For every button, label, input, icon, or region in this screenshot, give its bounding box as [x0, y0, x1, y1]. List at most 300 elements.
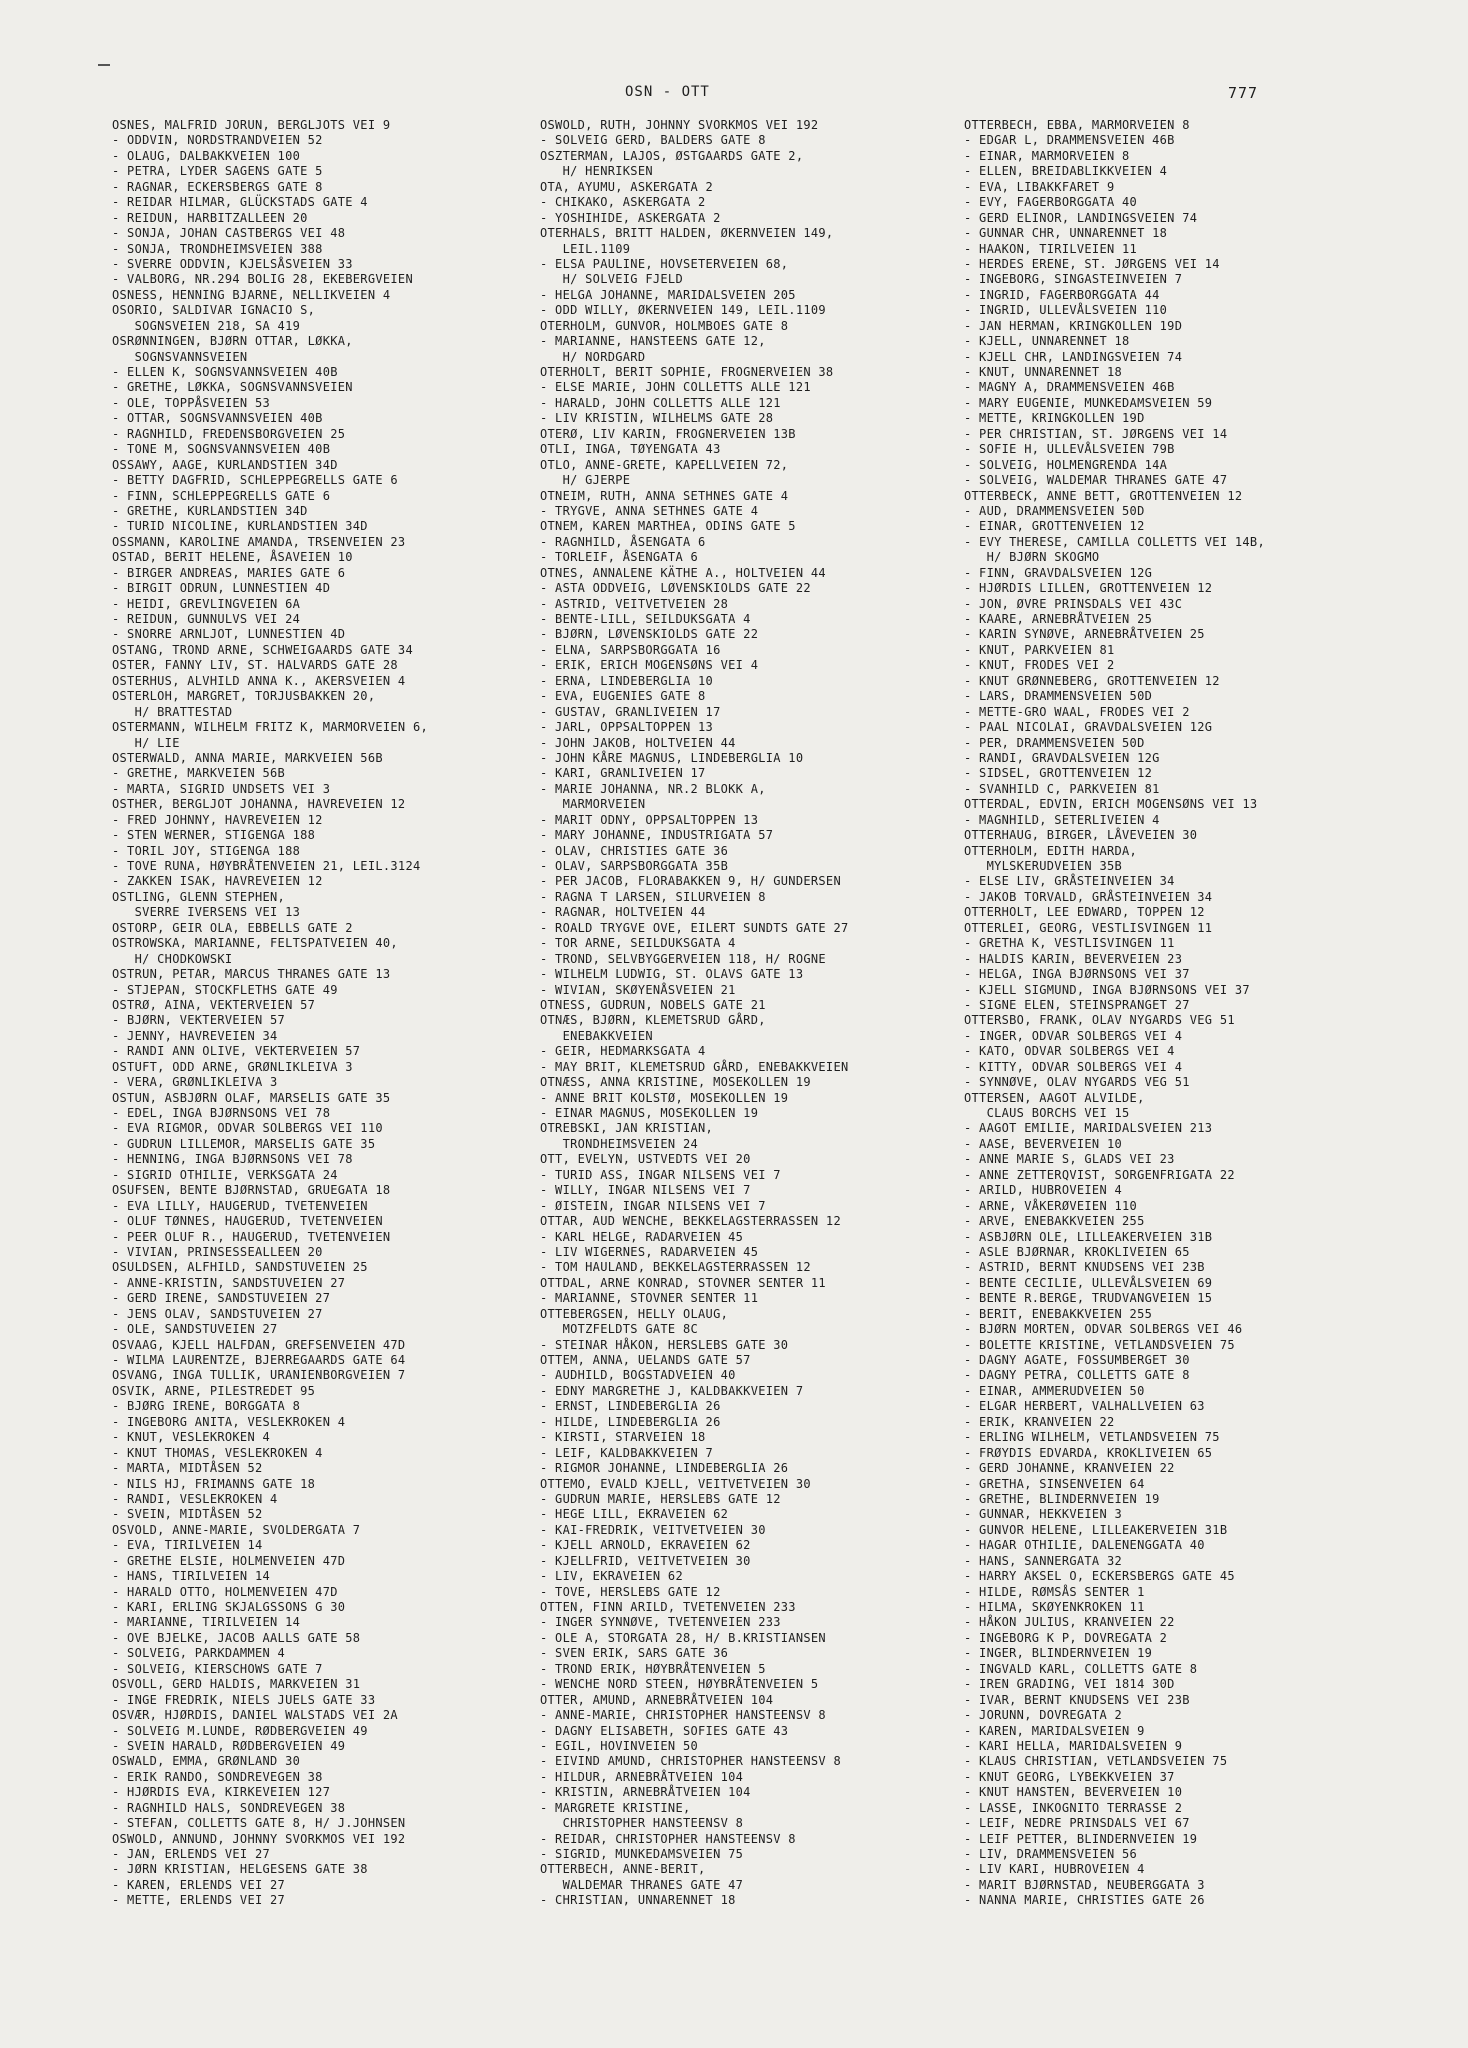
directory-entry: - LIV WIGERNES, RADARVEIEN 45 — [540, 1244, 759, 1259]
directory-entry: - GUSTAV, GRANLIVEIEN 17 — [540, 704, 721, 719]
directory-entry: OSTHER, BERGLJOT JOHANNA, HAVREVEIEN 12 — [112, 797, 406, 812]
directory-entry: - MARTA, SIGRID UNDSETS VEI 3 — [112, 781, 331, 796]
directory-entry: - AUD, DRAMMENSVEIEN 50D — [964, 503, 1145, 518]
directory-entry: - EVY, FAGERBORGGATA 40 — [964, 195, 1138, 210]
directory-entry: - INGRID, ULLEVÅLSVEIEN 110 — [964, 303, 1168, 318]
directory-entry: H/ CHODKOWSKI — [112, 951, 233, 966]
directory-entry: - JAN HERMAN, KRINGKOLLEN 19D — [964, 318, 1183, 333]
directory-entry: - LIV KRISTIN, WILHELMS GATE 28 — [540, 411, 774, 426]
directory-entry: OTTERBECH, EBBA, MARMORVEIEN 8 — [964, 118, 1190, 132]
directory-entry: - STEFAN, COLLETTS GATE 8, H/ J.JOHNSEN — [112, 1816, 406, 1831]
directory-entry: - OVE BJELKE, JACOB AALLS GATE 58 — [112, 1630, 361, 1645]
directory-entry: - GRETHE, LØKKA, SOGNSVANNSVEIEN — [112, 380, 353, 395]
directory-entry: - HENNING, INGA BJØRNSONS VEI 78 — [112, 1152, 353, 1167]
directory-entry: - IREN GRADING, VEI 1814 30D — [964, 1677, 1175, 1692]
directory-entry: - SOFIE H, ULLEVÅLSVEIEN 79B — [964, 442, 1175, 457]
directory-entry: OTTEM, ANNA, UELANDS GATE 57 — [540, 1353, 751, 1367]
directory-entry: OTERHOLT, BERIT SOPHIE, FROGNERVEIEN 38 — [540, 365, 834, 379]
directory-entry: OTTERSBO, FRANK, OLAV NYGARDS VEG 51 — [964, 1013, 1235, 1028]
directory-entry: - EVA, EUGENIES GATE 8 — [540, 689, 706, 704]
directory-entry: - EINAR MAGNUS, MOSEKOLLEN 19 — [540, 1106, 759, 1120]
directory-entry: H/ GJERPE — [540, 473, 631, 488]
directory-entry: - AASE, BEVERVEIEN 10 — [964, 1136, 1123, 1151]
directory-entry: - PER, DRAMMENSVEIEN 50D — [964, 735, 1145, 750]
directory-entry: - HARALD, JOHN COLLETTS ALLE 121 — [540, 395, 781, 410]
directory-entry: - TROND, SELVBYGGERVEIEN 118, H/ ROGNE — [540, 951, 826, 966]
directory-entry: - TORLEIF, ÅSENGATA 6 — [540, 550, 699, 565]
directory-entry: - METTE-GRO WAAL, FRODES VEI 2 — [964, 704, 1190, 719]
directory-entry: - METTE, KRINGKOLLEN 19D — [964, 411, 1145, 426]
directory-entry: - MARIT ODNY, OPPSALTOPPEN 13 — [540, 812, 759, 827]
directory-entry: OSTUN, ASBJØRN OLAF, MARSELIS GATE 35 — [112, 1090, 391, 1105]
directory-entry: OTTEMO, EVALD KJELL, VEITVETVEIEN 30 — [540, 1476, 811, 1491]
directory-entry: OTTERSEN, AAGOT ALVILDE, — [964, 1090, 1145, 1105]
directory-entry: OSTERMANN, WILHELM FRITZ K, MARMORVEIEN 6, — [112, 720, 429, 735]
directory-entry: - KNUT, VESLEKROKEN 4 — [112, 1430, 271, 1445]
directory-entry: OSVANG, INGA TULLIK, URANIENBORGVEIEN 7 — [112, 1368, 406, 1383]
directory-entry: - RIGMOR JOHANNE, LINDEBERGLIA 26 — [540, 1461, 789, 1476]
directory-entry: OTTERBECH, ANNE-BERIT, — [540, 1862, 706, 1877]
directory-entry: - BENTE R.BERGE, TRUDVANGVEIEN 15 — [964, 1291, 1213, 1306]
directory-entry: - SVERRE ODDVIN, KJELSÅSVEIEN 33 — [112, 256, 353, 271]
directory-entry: - SOLVEIG, HOLMENGRENDA 14A — [964, 457, 1168, 472]
directory-entry: OSRØNNINGEN, BJØRN OTTAR, LØKKA, — [112, 334, 353, 349]
directory-entry: ENEBAKKVEIEN — [540, 1028, 653, 1043]
directory-entry: - TRYGVE, ANNA SETHNES GATE 4 — [540, 503, 759, 518]
directory-entry: - ØISTEIN, INGAR NILSENS VEI 7 — [540, 1198, 766, 1213]
directory-entry: - ELSE MARIE, JOHN COLLETTS ALLE 121 — [540, 380, 811, 395]
directory-entry: - MARGRETE KRISTINE, — [540, 1800, 691, 1815]
directory-entry: MYLSKERUDVEIEN 35B — [964, 859, 1123, 873]
directory-entry: - VALBORG, NR.294 BOLIG 28, EKEBERGVEIEN — [112, 272, 413, 287]
directory-entry: - LASSE, INKOGNITO TERRASSE 2 — [964, 1800, 1183, 1815]
directory-entry: OTNES, ANNALENE KÄTHE A., HOLTVEIEN 44 — [540, 565, 826, 580]
directory-entry: - KARI, GRANLIVEIEN 17 — [540, 766, 706, 781]
directory-entry: - JOHN KÅRE MAGNUS, LINDEBERGLIA 10 — [540, 750, 804, 765]
directory-entry: - BERIT, ENEBAKKVEIEN 255 — [964, 1306, 1153, 1321]
directory-entry: - ERIK, KRANVEIEN 22 — [964, 1414, 1115, 1429]
directory-entry: - BENTE-LILL, SEILDUKSGATA 4 — [540, 612, 751, 626]
directory-entry: - LEIF, NEDRE PRINSDALS VEI 67 — [964, 1816, 1190, 1831]
directory-entry: - EINAR, AMMERUDVEIEN 50 — [964, 1383, 1145, 1398]
directory-entry: - ELLEN, BREIDABLIKKVEIEN 4 — [964, 164, 1168, 179]
directory-entry: OTTERDAL, EDVIN, ERICH MOGENSØNS VEI 13 — [964, 797, 1258, 812]
directory-entry: - BENTE CECILIE, ULLEVÅLSVEIEN 69 — [964, 1275, 1213, 1290]
directory-entry: - ANNE MARIE S, GLADS VEI 23 — [964, 1152, 1175, 1167]
directory-entry: - RANDI, GRAVDALSVEIEN 12G — [964, 750, 1160, 765]
directory-entry: - KNUT, UNNARENNET 18 — [964, 365, 1123, 379]
directory-entry: - TOM HAULAND, BEKKELAGSTERRASSEN 12 — [540, 1260, 811, 1275]
directory-entry: - INGER SYNNØVE, TVETENVEIEN 233 — [540, 1615, 781, 1630]
directory-entry: - HELGA, INGA BJØRNSONS VEI 37 — [964, 967, 1190, 982]
directory-entry: - TONE M, SOGNSVANNSVEIEN 40B — [112, 442, 331, 457]
directory-entry: - BOLETTE KRISTINE, VETLANDSVEIEN 75 — [964, 1337, 1235, 1352]
directory-entry: - HILDE, LINDEBERGLIA 26 — [540, 1414, 721, 1429]
directory-entry: - TOVE RUNA, HØYBRÅTENVEIEN 21, LEIL.3124 — [112, 859, 421, 873]
directory-entry: - KNUT GRØNNEBERG, GROTTENVEIEN 12 — [964, 673, 1220, 688]
directory-entry: - INGER, BLINDERNVEIEN 19 — [964, 1646, 1153, 1661]
directory-entry: - KJELL SIGMUND, INGA BJØRNSONS VEI 37 — [964, 982, 1250, 997]
directory-entry: - INGEBORG K P, DOVREGATA 2 — [964, 1630, 1168, 1645]
directory-entry: - KJELL, UNNARENNET 18 — [964, 334, 1130, 349]
directory-entry: - KNUT, PARKVEIEN 81 — [964, 642, 1115, 657]
directory-entry: OTTERHOLT, LEE EDWARD, TOPPEN 12 — [964, 905, 1205, 920]
directory-entry: - HILDUR, ARNEBRÅTVEIEN 104 — [540, 1769, 744, 1784]
directory-entry: OSTRØ, AINA, VEKTERVEIEN 57 — [112, 997, 316, 1012]
corner-mark — [98, 64, 110, 66]
directory-entry: - MARTA, MIDTÅSEN 52 — [112, 1461, 263, 1476]
directory-entry: - CHIKAKO, ASKERGATA 2 — [540, 195, 706, 210]
directory-entry: - HAAKON, TIRILVEIEN 11 — [964, 241, 1138, 256]
directory-entry: - ANNE BRIT KOLSTØ, MOSEKOLLEN 19 — [540, 1090, 789, 1105]
directory-entry: OTTERLEI, GEORG, VESTLISVINGEN 11 — [964, 920, 1213, 935]
directory-entry: - KJELL CHR, LANDINGSVEIEN 74 — [964, 349, 1183, 364]
directory-entry: OTNESS, GUDRUN, NOBELS GATE 21 — [540, 997, 766, 1012]
directory-entry: - KNUT THOMAS, VESLEKROKEN 4 — [112, 1445, 323, 1460]
directory-entry: - PER CHRISTIAN, ST. JØRGENS VEI 14 — [964, 426, 1228, 441]
directory-entry: - RAGNHILD, ÅSENGATA 6 — [540, 534, 706, 549]
directory-entry: - HALDIS KARIN, BEVERVEIEN 23 — [964, 951, 1183, 966]
directory-entry: - SIGNE ELEN, STEINSPRANGET 27 — [964, 997, 1190, 1012]
directory-entry: WALDEMAR THRANES GATE 47 — [540, 1877, 744, 1892]
directory-entry: - ARNE, VÅKERØVEIEN 110 — [964, 1198, 1138, 1213]
directory-entry: - ARVE, ENEBAKKVEIEN 255 — [964, 1214, 1145, 1229]
directory-entry: - BJØRN, VEKTERVEIEN 57 — [112, 1013, 286, 1028]
directory-entry: H/ NORDGARD — [540, 349, 646, 364]
directory-entry: - FINN, GRAVDALSVEIEN 12G — [964, 565, 1153, 580]
directory-entry: - JØRN KRISTIAN, HELGESENS GATE 38 — [112, 1862, 368, 1877]
directory-entry: - SIGRID, MUNKEDAMSVEIEN 75 — [540, 1847, 744, 1861]
directory-entry: OSTER, FANNY LIV, ST. HALVARDS GATE 28 — [112, 658, 398, 673]
directory-entry: - ASTRID, BERNT KNUDSENS VEI 23B — [964, 1260, 1205, 1275]
directory-entry: - JON, ØVRE PRINSDALS VEI 43C — [964, 596, 1183, 611]
directory-entry: - REIDUN, GUNNULVS VEI 24 — [112, 612, 301, 626]
directory-entry: - MARY JOHANNE, INDUSTRIGATA 57 — [540, 828, 774, 843]
directory-entry: SOGNSVEIEN 218, SA 419 — [112, 318, 301, 333]
directory-entry: OTTER, AMUND, ARNEBRÅTVEIEN 104 — [540, 1692, 774, 1707]
directory-entry: - SVEIN, MIDTÅSEN 52 — [112, 1507, 263, 1522]
directory-entry: - BJØRG IRENE, BORGGATA 8 — [112, 1399, 301, 1414]
directory-entry: - ERIK, ERICH MOGENSØNS VEI 4 — [540, 658, 759, 673]
directory-entry: - ANNE ZETTERQVIST, SORGENFRIGATA 22 — [964, 1167, 1235, 1182]
directory-entry: - INGEBORG, SINGASTEINVEIEN 7 — [964, 272, 1183, 287]
directory-entry: - HEGE LILL, EKRAVEIEN 62 — [540, 1507, 729, 1522]
directory-entry: - SIGRID OTHILIE, VERKSGATA 24 — [112, 1167, 338, 1182]
directory-entry: OTTERBECK, ANNE BETT, GROTTENVEIEN 12 — [964, 488, 1243, 503]
directory-entry: - RAGNAR, ECKERSBERGS GATE 8 — [112, 179, 323, 194]
directory-entry: - KAI-FREDRIK, VEITVETVEIEN 30 — [540, 1522, 766, 1537]
directory-entry: - ASLE BJØRNAR, KROKLIVEIEN 65 — [964, 1244, 1190, 1259]
directory-entry: - SOLVEIG, PARKDAMMEN 4 — [112, 1646, 286, 1661]
directory-entry: OSORIO, SALDIVAR IGNACIO S, — [112, 303, 316, 318]
directory-entry: - NANNA MARIE, CHRISTIES GATE 26 — [964, 1893, 1205, 1908]
directory-entry: - ERLING WILHELM, VETLANDSVEIEN 75 — [964, 1430, 1220, 1445]
directory-entry: - PEER OLUF R., HAUGERUD, TVETENVEIEN — [112, 1229, 391, 1244]
directory-entry: - REIDAR, CHRISTOPHER HANSTEENSV 8 — [540, 1831, 796, 1846]
page-title: OSN - OTT — [625, 84, 710, 100]
directory-entry: OSVOLL, GERD HALDIS, MARKVEIEN 31 — [112, 1677, 361, 1692]
directory-entry: - RANDI ANN OLIVE, VEKTERVEIEN 57 — [112, 1044, 361, 1059]
directory-entry: OSTLING, GLENN STEPHEN, — [112, 889, 286, 904]
directory-entry: - HJØRDIS EVA, KIRKEVEIEN 127 — [112, 1785, 331, 1800]
directory-entry: - SONJA, JOHAN CASTBERGS VEI 48 — [112, 226, 346, 241]
directory-entry: - NILS HJ, FRIMANNS GATE 18 — [112, 1476, 316, 1491]
directory-entry: - INGVALD KARL, COLLETTS GATE 8 — [964, 1661, 1198, 1676]
directory-entry: OTNÆSS, ANNA KRISTINE, MOSEKOLLEN 19 — [540, 1075, 811, 1090]
directory-entry: - EINAR, GROTTENVEIEN 12 — [964, 519, 1145, 534]
directory-entry: - WENCHE NORD STEEN, HØYBRÅTENVEIEN 5 — [540, 1677, 819, 1692]
directory-entry: - HJØRDIS LILLEN, GROTTENVEIEN 12 — [964, 581, 1213, 596]
directory-entry: - HILDE, RØMSÅS SENTER 1 — [964, 1584, 1145, 1599]
directory-entry: - REIDAR HILMAR, GLÜCKSTADS GATE 4 — [112, 195, 368, 210]
directory-entry: - KNUT GEORG, LYBEKKVEIEN 37 — [964, 1769, 1175, 1784]
directory-entry: OTTERHAUG, BIRGER, LÅVEVEIEN 30 — [964, 828, 1198, 843]
directory-entry: - JARL, OPPSALTOPPEN 13 — [540, 720, 714, 735]
directory-entry: OTTERHOLM, EDITH HARDA, — [964, 843, 1138, 858]
directory-entry: - KNUT HANSTEN, BEVERVEIEN 10 — [964, 1785, 1183, 1800]
directory-entry: - LARS, DRAMMENSVEIEN 50D — [964, 689, 1153, 704]
directory-entry: - EGIL, HOVINVEIEN 50 — [540, 1738, 699, 1753]
directory-entry: - LIV, DRAMMENSVEIEN 56 — [964, 1847, 1138, 1861]
directory-entry: H/ HENRIKSEN — [540, 164, 653, 179]
directory-entry: OSZTERMAN, LAJOS, ØSTGAARDS GATE 2, — [540, 148, 804, 163]
directory-entry: H/ SOLVEIG FJELD — [540, 272, 683, 287]
directory-entry: - ELGAR HERBERT, VALHALLVEIEN 63 — [964, 1399, 1205, 1414]
directory-entry: OSVIK, ARNE, PILESTREDET 95 — [112, 1383, 316, 1398]
directory-entry: - KARIN SYNØVE, ARNEBRÅTVEIEN 25 — [964, 627, 1205, 642]
directory-entry: - INGE FREDRIK, NIELS JUELS GATE 33 — [112, 1692, 376, 1707]
directory-entry: - INGER, ODVAR SOLBERGS VEI 4 — [964, 1028, 1183, 1043]
directory-entry: - EVA RIGMOR, ODVAR SOLBERGS VEI 110 — [112, 1121, 383, 1136]
page-number: 777 — [1228, 84, 1259, 102]
directory-entry: OTA, AYUMU, ASKERGATA 2 — [540, 179, 714, 194]
directory-entry: - ASTA ODDVEIG, LØVENSKIOLDS GATE 22 — [540, 581, 811, 596]
directory-entry: OTREBSKI, JAN KRISTIAN, — [540, 1121, 714, 1136]
directory-entry: - SOLVEIG, KIERSCHOWS GATE 7 — [112, 1661, 323, 1676]
directory-entry: OSTERWALD, ANNA MARIE, MARKVEIEN 56B — [112, 750, 383, 765]
directory-entry: - GRETHE, BLINDERNVEIEN 19 — [964, 1491, 1160, 1506]
page-header — [0, 84, 1468, 108]
directory-entry: - METTE, ERLENDS VEI 27 — [112, 1893, 286, 1908]
column-1 — [112, 118, 428, 1909]
directory-entry: OTERØ, LIV KARIN, FROGNERVEIEN 13B — [540, 426, 796, 441]
directory-entry: OSWOLD, ANNUND, JOHNNY SVORKMOS VEI 192 — [112, 1831, 406, 1846]
directory-entry: - ERIK RANDO, SONDREVEGEN 38 — [112, 1769, 323, 1784]
directory-entry: - SNORRE ARNLJOT, LUNNESTIEN 4D — [112, 627, 346, 642]
directory-entry: - REIDUN, HARBITZALLEEN 20 — [112, 210, 308, 225]
directory-entry: - ERNST, LINDEBERGLIA 26 — [540, 1399, 721, 1414]
directory-entry: - KARI, ERLING SKJALGSSONS G 30 — [112, 1600, 346, 1614]
directory-entry: - WIVIAN, SKØYENÅSVEIEN 21 — [540, 982, 736, 997]
directory-entry: OSSAWY, AAGE, KURLANDSTIEN 34D — [112, 457, 338, 472]
directory-entry: - JOHN JAKOB, HOLTVEIEN 44 — [540, 735, 736, 750]
directory-entry: - GUNVOR HELENE, LILLEAKERVEIEN 31B — [964, 1522, 1228, 1537]
directory-entry: - KJELLFRID, VEITVETVEIEN 30 — [540, 1553, 751, 1568]
directory-entry: OTNÆS, BJØRN, KLEMETSRUD GÅRD, — [540, 1013, 766, 1028]
directory-entry: CLAUS BORCHS VEI 15 — [964, 1106, 1130, 1120]
directory-entry: - HARRY AKSEL O, ECKERSBERGS GATE 45 — [964, 1569, 1235, 1584]
directory-entry: - JORUNN, DOVREGATA 2 — [964, 1708, 1123, 1723]
directory-entry: - JENNY, HAVREVEIEN 34 — [112, 1028, 278, 1043]
directory-entry: - GRETHA, SINSENVEIEN 64 — [964, 1476, 1145, 1491]
directory-entry: - WILHELM LUDWIG, ST. OLAVS GATE 13 — [540, 967, 804, 982]
directory-entry: - OLE A, STORGATA 28, H/ B.KRISTIANSEN — [540, 1630, 826, 1645]
directory-entry: H/ LIE — [112, 735, 180, 750]
directory-entry: OTTEBERGSEN, HELLY OLAUG, — [540, 1306, 729, 1321]
directory-entry: - ASBJØRN OLE, LILLEAKERVEIEN 31B — [964, 1229, 1213, 1244]
directory-entry: - BIRGER ANDREAS, MARIES GATE 6 — [112, 565, 346, 580]
directory-entry: OTERHALS, BRITT HALDEN, ØKERNVEIEN 149, — [540, 226, 834, 241]
directory-entry: OSNES, MALFRID JORUN, BERGLJOTS VEI 9 — [112, 118, 391, 132]
directory-entry: - ANNE-MARIE, CHRISTOPHER HANSTEENSV 8 — [540, 1708, 826, 1723]
directory-entry: - YOSHIHIDE, ASKERGATA 2 — [540, 210, 721, 225]
directory-entry: OTTDAL, ARNE KONRAD, STOVNER SENTER 11 — [540, 1275, 826, 1290]
directory-entry: - OLE, TOPPÅSVEIEN 53 — [112, 395, 271, 410]
directory-entry: - DAGNY PETRA, COLLETTS GATE 8 — [964, 1368, 1190, 1383]
directory-entry: - GRETHE, MARKVEIEN 56B — [112, 766, 286, 781]
directory-entry: OSTORP, GEIR OLA, EBBELLS GATE 2 — [112, 920, 353, 935]
directory-entry: - FRED JOHNNY, HAVREVEIEN 12 — [112, 812, 323, 827]
directory-entry: - EVA, TIRILVEIEN 14 — [112, 1538, 263, 1553]
directory-entry: - HANS, SANNERGATA 32 — [964, 1553, 1123, 1568]
directory-entry: - EVY THERESE, CAMILLA COLLETTS VEI 14B, — [964, 534, 1265, 549]
directory-entry: OSWALD, EMMA, GRØNLAND 30 — [112, 1754, 301, 1769]
directory-entry: OTNEIM, RUTH, ANNA SETHNES GATE 4 — [540, 488, 789, 503]
directory-entry: - WILMA LAURENTZE, BJERREGAARDS GATE 64 — [112, 1353, 406, 1367]
directory-entry: MARMORVEIEN — [540, 797, 646, 812]
directory-entry: OTERHOLM, GUNVOR, HOLMBOES GATE 8 — [540, 318, 789, 333]
directory-entry: - ELLEN K, SOGNSVANNSVEIEN 40B — [112, 365, 338, 379]
directory-entry: - GRETHE ELSIE, HOLMENVEIEN 47D — [112, 1553, 346, 1568]
directory-entry: - KAREN, ERLENDS VEI 27 — [112, 1877, 286, 1892]
directory-entry: - OLAUG, DALBAKKVEIEN 100 — [112, 148, 301, 163]
directory-entry: OSNESS, HENNING BJARNE, NELLIKVEIEN 4 — [112, 287, 391, 302]
directory-entry: - TOVE, HERSLEBS GATE 12 — [540, 1584, 721, 1599]
directory-entry: - ELSA PAULINE, HOVSETERVEIEN 68, — [540, 256, 789, 271]
directory-entry: OSSMANN, KAROLINE AMANDA, TRSENVEIEN 23 — [112, 534, 406, 549]
directory-entry: - STEN WERNER, STIGENGA 188 — [112, 828, 316, 843]
directory-entry: - ANNE-KRISTIN, SANDSTUVEIEN 27 — [112, 1275, 346, 1290]
directory-entry: - SVEN ERIK, SARS GATE 36 — [540, 1646, 729, 1661]
directory-entry: - PER JACOB, FLORABAKKEN 9, H/ GUNDERSEN — [540, 874, 841, 889]
directory-entry: - SOLVEIG GERD, BALDERS GATE 8 — [540, 133, 766, 148]
directory-entry: OSVAAG, KJELL HALFDAN, GREFSENVEIEN 47D — [112, 1337, 406, 1352]
directory-entry: TRONDHEIMSVEIEN 24 — [540, 1136, 699, 1151]
directory-entry: SOGNSVANNSVEIEN — [112, 349, 248, 364]
directory-entry: - AAGOT EMILIE, MARIDALSVEIEN 213 — [964, 1121, 1213, 1136]
directory-entry: - TORIL JOY, STIGENGA 188 — [112, 843, 301, 858]
directory-entry: - BJØRN MORTEN, ODVAR SOLBERGS VEI 46 — [964, 1322, 1243, 1337]
directory-entry: - GRETHA K, VESTLISVINGEN 11 — [964, 936, 1175, 951]
directory-entry: - GRETHE, KURLANDSTIEN 34D — [112, 503, 308, 518]
directory-entry: - WILLY, INGAR NILSENS VEI 7 — [540, 1183, 751, 1198]
directory-entry: - INGRID, FAGERBORGGATA 44 — [964, 287, 1160, 302]
directory-entry: SVERRE IVERSENS VEI 13 — [112, 905, 301, 920]
directory-entry: - OLUF TØNNES, HAUGERUD, TVETENVEIEN — [112, 1214, 383, 1229]
directory-entry: OSULDSEN, ALFHILD, SANDSTUVEIEN 25 — [112, 1260, 368, 1275]
directory-entry: - RANDI, VESLEKROKEN 4 — [112, 1491, 278, 1506]
directory-entry: H/ BRATTESTAD — [112, 704, 233, 719]
directory-entry: - GERD ELINOR, LANDINGSVEIEN 74 — [964, 210, 1198, 225]
directory-entry: OTTEN, FINN ARILD, TVETENVEIEN 233 — [540, 1600, 796, 1614]
directory-entry: OSVÆR, HJØRDIS, DANIEL WALSTADS VEI 2A — [112, 1708, 398, 1723]
directory-entry: - KLAUS CHRISTIAN, VETLANDSVEIEN 75 — [964, 1754, 1228, 1769]
directory-entry: - HEIDI, GREVLINGVEIEN 6A — [112, 596, 301, 611]
directory-entry: - ARILD, HUBROVEIEN 4 — [964, 1183, 1123, 1198]
directory-entry: H/ BJØRN SKOGMO — [964, 550, 1100, 565]
directory-entry: OSWOLD, RUTH, JOHNNY SVORKMOS VEI 192 — [540, 118, 819, 132]
directory-entry: - KNUT, FRODES VEI 2 — [964, 658, 1115, 673]
directory-entry: - ODDVIN, NORDSTRANDVEIEN 52 — [112, 133, 323, 148]
directory-entry: - JAKOB TORVALD, GRÅSTEINVEIEN 34 — [964, 889, 1213, 904]
directory-entry: - FINN, SCHLEPPEGRELLS GATE 6 — [112, 488, 331, 503]
directory-entry: - GUDRUN LILLEMOR, MARSELIS GATE 35 — [112, 1136, 376, 1151]
directory-entry: - MARY EUGENIE, MUNKEDAMSVEIEN 59 — [964, 395, 1213, 410]
column-2 — [540, 118, 849, 1909]
directory-entry: OSTRUN, PETAR, MARCUS THRANES GATE 13 — [112, 967, 391, 982]
directory-entry: - DAGNY ELISABETH, SOFIES GATE 43 — [540, 1723, 789, 1738]
directory-entry: - BIRGIT ODRUN, LUNNESTIEN 4D — [112, 581, 331, 596]
directory-entry: - LIV KARI, HUBROVEIEN 4 — [964, 1862, 1145, 1877]
directory-entry: OSTERLOH, MARGRET, TORJUSBAKKEN 20, — [112, 689, 376, 704]
directory-entry: - SVANHILD C, PARKVEIEN 81 — [964, 781, 1160, 796]
directory-entry: OSTANG, TROND ARNE, SCHWEIGAARDS GATE 34 — [112, 642, 413, 657]
directory-entry: - GERD JOHANNE, KRANVEIEN 22 — [964, 1461, 1175, 1476]
directory-entry: - EDGAR L, DRAMMENSVEIEN 46B — [964, 133, 1175, 148]
directory-entry: OSTROWSKA, MARIANNE, FELTSPATVEIEN 40, — [112, 936, 398, 951]
directory-entry: OTLI, INGA, TØYENGATA 43 — [540, 442, 721, 457]
directory-entry: OTNEM, KAREN MARTHEA, ODINS GATE 5 — [540, 519, 796, 534]
directory-entry: - MARIE JOHANNA, NR.2 BLOKK A, — [540, 781, 766, 796]
directory-entry: - EVA LILLY, HAUGERUD, TVETENVEIEN — [112, 1198, 368, 1213]
directory-entry: - SYNNØVE, OLAV NYGARDS VEG 51 — [964, 1075, 1190, 1090]
directory-entry: - HAGAR OTHILIE, DALENENGGATA 40 — [964, 1538, 1205, 1553]
directory-entry: - OTTAR, SOGNSVANNSVEIEN 40B — [112, 411, 323, 426]
directory-entry: - TOR ARNE, SEILDUKSGATA 4 — [540, 936, 736, 951]
directory-entry: OTT, EVELYN, USTVEDTS VEI 20 — [540, 1152, 751, 1167]
directory-entry: - SONJA, TRONDHEIMSVEIEN 388 — [112, 241, 323, 256]
directory-entry: - STEINAR HÅKON, HERSLEBS GATE 30 — [540, 1337, 789, 1352]
directory-entry: - ROALD TRYGVE OVE, EILERT SUNDTS GATE 27 — [540, 920, 849, 935]
directory-entry: - HERDES ERENE, ST. JØRGENS VEI 14 — [964, 256, 1220, 271]
directory-entry: - EDNY MARGRETHE J, KALDBAKKVEIEN 7 — [540, 1383, 804, 1398]
directory-entry: - EINAR, MARMORVEIEN 8 — [964, 148, 1130, 163]
directory-entry: - CHRISTIAN, UNNARENNET 18 — [540, 1893, 736, 1908]
directory-entry: - ASTRID, VEITVETVEIEN 28 — [540, 596, 729, 611]
directory-entry: - HANS, TIRILVEIEN 14 — [112, 1569, 271, 1584]
directory-entry: - HARALD OTTO, HOLMENVEIEN 47D — [112, 1584, 338, 1599]
directory-entry: - KJELL ARNOLD, EKRAVEIEN 62 — [540, 1538, 751, 1553]
directory-entry: - SIDSEL, GROTTENVEIEN 12 — [964, 766, 1153, 781]
directory-entry: OTLO, ANNE-GRETE, KAPELLVEIEN 72, — [540, 457, 789, 472]
directory-entry: - HELGA JOHANNE, MARIDALSVEIEN 205 — [540, 287, 796, 302]
directory-entry: - GEIR, HEDMARKSGATA 4 — [540, 1044, 706, 1059]
directory-entry: - PETRA, LYDER SAGENS GATE 5 — [112, 164, 323, 179]
directory-entry: - ODD WILLY, ØKERNVEIEN 149, LEIL.1109 — [540, 303, 826, 318]
directory-entry: - KATO, ODVAR SOLBERGS VEI 4 — [964, 1044, 1175, 1059]
directory-entry: - GUNNAR CHR, UNNARENNET 18 — [964, 226, 1168, 241]
directory-entry: - VIVIAN, PRINSESSEALLEEN 20 — [112, 1244, 323, 1259]
directory-entry: CHRISTOPHER HANSTEENSV 8 — [540, 1816, 744, 1831]
directory-entry: - RAGNAR, HOLTVEIEN 44 — [540, 905, 706, 920]
directory-entry: - BJØRN, LØVENSKIOLDS GATE 22 — [540, 627, 759, 642]
directory-entry: - EDEL, INGA BJØRNSONS VEI 78 — [112, 1106, 331, 1120]
directory-entry: - BETTY DAGFRID, SCHLEPPEGRELLS GATE 6 — [112, 473, 398, 488]
directory-entry: OTTAR, AUD WENCHE, BEKKELAGSTERRASSEN 12 — [540, 1214, 841, 1229]
directory-entry: - TROND ERIK, HØYBRÅTENVEIEN 5 — [540, 1661, 766, 1676]
directory-entry: - LIV, EKRAVEIEN 62 — [540, 1569, 683, 1584]
directory-entry: - SOLVEIG M.LUNDE, RØDBERGVEIEN 49 — [112, 1723, 368, 1738]
